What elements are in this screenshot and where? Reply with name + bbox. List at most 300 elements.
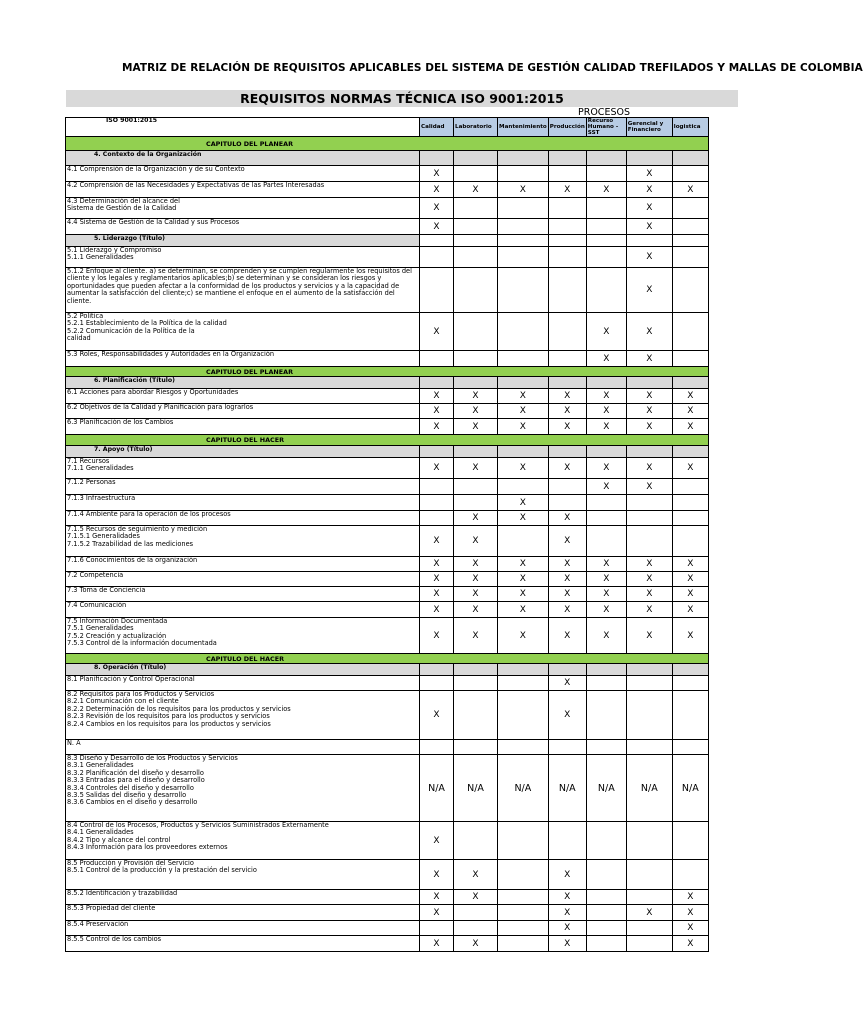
requirement-text: 7.1.4 Ambiente para la operación de los procesos [66, 511, 420, 526]
process-mark-cell: X [454, 389, 498, 404]
chapter-band-row [66, 654, 709, 664]
header-logistica: logistica [672, 118, 708, 137]
section-empty-cell [420, 151, 454, 166]
process-mark-cell [454, 905, 498, 921]
process-mark-cell [548, 740, 586, 755]
process-mark-cell [498, 890, 549, 905]
section-empty-cell [626, 235, 672, 247]
process-mark-cell [454, 479, 498, 495]
requirement-text: 7.2 Competencia [66, 572, 420, 587]
process-mark-cell: X [498, 182, 549, 198]
process-mark-cell: X [420, 860, 454, 890]
process-mark-cell: X [420, 526, 454, 557]
process-mark-cell: X [626, 572, 672, 587]
process-mark-cell [454, 921, 498, 936]
process-mark-cell [454, 351, 498, 367]
process-mark-cell [672, 219, 708, 235]
process-mark-cell [548, 495, 586, 511]
process-mark-cell: X [420, 890, 454, 905]
requirement-text: 6.1 Acciones para abordar Riesgos y Oportunidades [66, 389, 420, 404]
process-mark-cell: X [626, 182, 672, 198]
process-mark-cell: X [586, 458, 626, 479]
process-mark-cell: X [626, 602, 672, 618]
process-mark-cell [586, 740, 626, 755]
process-mark-cell: X [548, 526, 586, 557]
requirement-row [66, 822, 709, 860]
process-mark-cell: X [420, 166, 454, 182]
process-mark-cell: X [498, 458, 549, 479]
section-heading: 7. Apoyo (Título) [66, 446, 420, 458]
process-mark-cell [586, 198, 626, 219]
process-mark-cell: X [586, 404, 626, 419]
process-mark-cell [498, 740, 549, 755]
process-mark-cell [420, 479, 454, 495]
process-mark-cell: X [454, 511, 498, 526]
section-empty-cell [672, 446, 708, 458]
process-mark-cell: X [626, 219, 672, 235]
process-mark-cell: X [548, 389, 586, 404]
header-row [66, 118, 709, 137]
requirement-text: 5.1.2 Enfoque al cliente. a) se determinan, se comprenden y se cumplen regularmente los requisitos del cliente y los legales y reglamentarios aplicables;b) se determinan y se consideran los riesgos y oportunidades que pueden afectar a la conformidad de los productos y servicios y a la capacidad de aumentar la satisfacción del cliente;c) se mantiene el enfoque en el aumento de la satisfacción del cliente. [66, 268, 420, 313]
process-mark-cell: X [498, 419, 549, 435]
process-mark-cell: X [626, 419, 672, 435]
process-mark-cell: X [672, 458, 708, 479]
process-mark-cell: X [420, 587, 454, 602]
chapter-band-label: CAPITULO DEL HACER [66, 435, 709, 446]
process-mark-cell: X [454, 602, 498, 618]
process-mark-cell [420, 921, 454, 936]
requirement-text: 4.4 Sistema de Gestión de la Calidad y sus Procesos [66, 219, 420, 235]
requirement-text: 7.4 Comunicación [66, 602, 420, 618]
section-empty-cell [548, 235, 586, 247]
process-mark-cell [586, 890, 626, 905]
process-mark-cell: X [586, 587, 626, 602]
requirement-row [66, 495, 709, 511]
process-mark-cell: X [548, 458, 586, 479]
process-mark-cell: N/A [548, 755, 586, 822]
requirement-text: 7.1.5 Recursos de seguimiento y medición 7.1.5.1 Generalidades 7.1.5.2 Trazabilidad de las mediciones [66, 526, 420, 557]
process-mark-cell [420, 495, 454, 511]
chapter-band-row [66, 367, 709, 377]
process-mark-cell: X [420, 219, 454, 235]
process-mark-cell: X [420, 419, 454, 435]
process-mark-cell: X [548, 890, 586, 905]
header-mantenimiento: Mantenimiento [498, 118, 549, 137]
process-mark-cell: X [586, 479, 626, 495]
process-mark-cell: N/A [454, 755, 498, 822]
process-mark-cell [454, 740, 498, 755]
section-empty-cell [626, 151, 672, 166]
process-mark-cell: X [626, 313, 672, 351]
process-mark-cell [454, 691, 498, 740]
section-heading-row [66, 235, 709, 247]
requirement-row [66, 755, 709, 822]
requirement-row [66, 740, 709, 755]
process-mark-cell: X [498, 404, 549, 419]
process-mark-cell [454, 198, 498, 219]
process-mark-cell [586, 526, 626, 557]
process-mark-cell [498, 166, 549, 182]
process-mark-cell [420, 268, 454, 313]
process-mark-cell: X [454, 890, 498, 905]
section-heading: 5. Liderazgo (Título) [66, 235, 420, 247]
requirements-matrix [65, 117, 709, 952]
process-mark-cell [672, 495, 708, 511]
process-mark-cell: X [626, 404, 672, 419]
requirement-row [66, 313, 709, 351]
process-mark-cell [454, 822, 498, 860]
process-mark-cell: X [548, 182, 586, 198]
requirement-text: 8.5.2 Identificación y trazabilidad [66, 890, 420, 905]
section-empty-cell [626, 377, 672, 389]
process-mark-cell [420, 740, 454, 755]
process-mark-cell [672, 198, 708, 219]
requirement-row [66, 166, 709, 182]
section-empty-cell [498, 377, 549, 389]
process-mark-cell [548, 313, 586, 351]
process-mark-cell: X [672, 890, 708, 905]
process-mark-cell [586, 936, 626, 952]
process-mark-cell [672, 313, 708, 351]
process-mark-cell: N/A [498, 755, 549, 822]
process-mark-cell [626, 860, 672, 890]
process-mark-cell [586, 905, 626, 921]
chapter-band-row [66, 137, 709, 151]
process-mark-cell: X [672, 557, 708, 572]
section-empty-cell [626, 446, 672, 458]
requirement-row [66, 860, 709, 890]
process-mark-cell [586, 822, 626, 860]
document-title: MATRIZ DE RELACIÓN DE REQUISITOS APLICABLES DEL SISTEMA DE GESTIÓN CALIDAD TREFILADOS Y MALLAS DE COLOMBIA [122, 62, 863, 74]
process-mark-cell [454, 268, 498, 313]
requirement-text: 7.5 Información Documentada 7.5.1 Generalidades 7.5.2 Creación y actualización 7.5.3 Control de la información documentada [66, 618, 420, 654]
header-gerencial: Gerencial y Financiero [626, 118, 672, 137]
process-mark-cell: X [586, 389, 626, 404]
process-mark-cell: N/A [672, 755, 708, 822]
section-empty-cell [454, 446, 498, 458]
process-mark-cell [626, 511, 672, 526]
process-mark-cell [586, 247, 626, 268]
process-mark-cell: X [420, 572, 454, 587]
process-mark-cell: X [626, 247, 672, 268]
process-mark-cell: X [420, 618, 454, 654]
process-mark-cell: X [454, 419, 498, 435]
process-mark-cell: X [454, 182, 498, 198]
process-mark-cell: X [586, 602, 626, 618]
section-empty-cell [498, 446, 549, 458]
process-mark-cell [586, 166, 626, 182]
requirement-row [66, 905, 709, 921]
process-mark-cell [498, 905, 549, 921]
process-mark-cell: X [672, 389, 708, 404]
process-mark-cell: X [548, 691, 586, 740]
process-mark-cell [626, 676, 672, 691]
requirement-text: 7.1.3 Infraestructura [66, 495, 420, 511]
process-mark-cell: X [498, 587, 549, 602]
process-mark-cell: X [586, 557, 626, 572]
process-mark-cell: X [420, 602, 454, 618]
requirement-row [66, 587, 709, 602]
process-mark-cell [672, 691, 708, 740]
process-mark-cell: X [626, 618, 672, 654]
process-mark-cell: X [626, 458, 672, 479]
requirement-row [66, 182, 709, 198]
requirement-row [66, 676, 709, 691]
process-mark-cell: X [420, 458, 454, 479]
process-mark-cell [498, 219, 549, 235]
section-empty-cell [420, 664, 454, 676]
process-mark-cell: X [672, 182, 708, 198]
process-mark-cell: X [548, 587, 586, 602]
section-empty-cell [454, 151, 498, 166]
requirement-text: 4.3 Determinación del alcance del Sistema de Gestión de la Calidad [66, 198, 420, 219]
process-mark-cell [420, 351, 454, 367]
requirement-text: 7.1.6 Conocimientos de la organización [66, 557, 420, 572]
process-mark-cell [672, 351, 708, 367]
process-mark-cell [454, 495, 498, 511]
requirement-row [66, 198, 709, 219]
chapter-band-label: CAPITULO DEL PLANEAR [66, 367, 709, 377]
section-empty-cell [672, 151, 708, 166]
requirement-text: 8.5.4 Preservación [66, 921, 420, 936]
requirement-row [66, 602, 709, 618]
process-mark-cell: X [454, 572, 498, 587]
process-mark-cell: X [672, 404, 708, 419]
section-empty-cell [454, 664, 498, 676]
requirement-text: 8.2 Requisitos para los Productos y Servicios 8.2.1 Comunicación con el cliente 8.2.2 Determinación de los requisitos para los productos y servicios 8.2.3 Revisión de los requisitos para los productos y servicios 8.2.4 Cambios en los requisitos para los productos y servicios [66, 691, 420, 740]
requirement-text: 8.5 Producción y Provisión del Servicio 8.5.1 Control de la producción y la prestación del servicio [66, 860, 420, 890]
process-mark-cell: X [454, 458, 498, 479]
process-mark-cell [498, 479, 549, 495]
process-mark-cell [672, 166, 708, 182]
procesos-label: PROCESOS [578, 107, 630, 118]
process-mark-cell [626, 495, 672, 511]
process-mark-cell: X [548, 676, 586, 691]
requirement-row [66, 268, 709, 313]
requirement-row [66, 458, 709, 479]
requirement-row [66, 557, 709, 572]
process-mark-cell [420, 511, 454, 526]
process-mark-cell [672, 526, 708, 557]
process-mark-cell [672, 740, 708, 755]
section-empty-cell [498, 664, 549, 676]
process-mark-cell [498, 921, 549, 936]
requirement-text: 7.3 Toma de Conciencia [66, 587, 420, 602]
process-mark-cell [672, 822, 708, 860]
process-mark-cell [548, 822, 586, 860]
process-mark-cell [626, 921, 672, 936]
process-mark-cell [586, 691, 626, 740]
process-mark-cell [586, 495, 626, 511]
requirement-row [66, 247, 709, 268]
process-mark-cell: X [420, 936, 454, 952]
requirement-row [66, 526, 709, 557]
process-mark-cell: X [498, 557, 549, 572]
process-mark-cell [586, 860, 626, 890]
requirement-text: 5.1 Liderazgo y Compromiso 5.1.1 Generalidades [66, 247, 420, 268]
process-mark-cell: X [420, 198, 454, 219]
process-mark-cell: X [672, 587, 708, 602]
process-mark-cell: X [672, 419, 708, 435]
requirement-row [66, 618, 709, 654]
process-mark-cell: X [548, 921, 586, 936]
process-mark-cell: X [548, 419, 586, 435]
requirement-text: 5.2 Política 5.2.1 Establecimiento de la Política de la calidad 5.2.2 Comunicación de la Política de la calidad [66, 313, 420, 351]
requirement-row [66, 511, 709, 526]
process-mark-cell: N/A [626, 755, 672, 822]
requirement-text: 7.1.2 Personas [66, 479, 420, 495]
section-empty-cell [420, 235, 454, 247]
process-mark-cell [498, 268, 549, 313]
requirement-text: 4.1 Comprensión de la Organización y de su Contexto [66, 166, 420, 182]
process-mark-cell: X [586, 351, 626, 367]
requirement-text: 5.3 Roles, Responsabilidades y Autoridades en la Organización [66, 351, 420, 367]
requirement-row [66, 419, 709, 435]
requirement-text: 6.2 Objetivos de la Calidad y Planificación para lograrlos [66, 404, 420, 419]
process-mark-cell: X [420, 389, 454, 404]
section-empty-cell [420, 446, 454, 458]
requirement-text: 8.5.5 Control de los cambios [66, 936, 420, 952]
section-empty-cell [672, 235, 708, 247]
process-mark-cell [454, 676, 498, 691]
process-mark-cell: X [672, 921, 708, 936]
process-mark-cell: X [498, 389, 549, 404]
section-empty-cell [586, 664, 626, 676]
process-mark-cell [626, 936, 672, 952]
process-mark-cell: X [454, 557, 498, 572]
process-mark-cell: X [420, 822, 454, 860]
process-mark-cell: X [626, 268, 672, 313]
process-mark-cell [626, 822, 672, 860]
section-empty-cell [586, 235, 626, 247]
process-mark-cell: X [586, 572, 626, 587]
process-mark-cell: X [548, 936, 586, 952]
section-empty-cell [586, 151, 626, 166]
process-mark-cell [548, 351, 586, 367]
process-mark-cell [586, 511, 626, 526]
process-mark-cell: X [454, 860, 498, 890]
process-mark-cell: X [586, 419, 626, 435]
process-mark-cell: X [420, 905, 454, 921]
requirement-text: N. A [66, 740, 420, 755]
process-mark-cell: X [548, 557, 586, 572]
section-heading: 8. Operación (Título) [66, 664, 420, 676]
section-empty-cell [626, 664, 672, 676]
process-mark-cell [626, 526, 672, 557]
requirement-row [66, 572, 709, 587]
process-mark-cell: X [548, 511, 586, 526]
process-mark-cell [586, 219, 626, 235]
requirement-row [66, 890, 709, 905]
process-mark-cell [548, 479, 586, 495]
header-recurso-humano: Recurso Humano - SST [586, 118, 626, 137]
process-mark-cell [498, 691, 549, 740]
process-mark-cell: X [672, 572, 708, 587]
process-mark-cell: X [626, 905, 672, 921]
process-mark-cell [672, 860, 708, 890]
process-mark-cell [454, 247, 498, 268]
process-mark-cell: X [420, 182, 454, 198]
process-mark-cell [672, 479, 708, 495]
section-empty-cell [672, 664, 708, 676]
standard-banner: REQUISITOS NORMAS TÉCNICA ISO 9001:2015 [66, 90, 738, 107]
process-mark-cell [454, 313, 498, 351]
chapter-band-row [66, 435, 709, 446]
process-mark-cell: X [498, 511, 549, 526]
header-iso: ISO 9001:2015 [66, 118, 420, 137]
requirement-row [66, 691, 709, 740]
process-mark-cell [498, 247, 549, 268]
chapter-band-label: CAPITULO DEL HACER [66, 654, 709, 664]
process-mark-cell: X [454, 587, 498, 602]
process-mark-cell: X [548, 618, 586, 654]
process-mark-cell: X [548, 860, 586, 890]
process-mark-cell [498, 822, 549, 860]
process-mark-cell [626, 691, 672, 740]
process-mark-cell: X [672, 936, 708, 952]
requirement-row [66, 936, 709, 952]
process-mark-cell: X [672, 602, 708, 618]
process-mark-cell: X [626, 479, 672, 495]
process-mark-cell: X [586, 618, 626, 654]
process-mark-cell: X [548, 905, 586, 921]
process-mark-cell [498, 860, 549, 890]
process-mark-cell [548, 198, 586, 219]
process-mark-cell: N/A [586, 755, 626, 822]
process-mark-cell: X [672, 905, 708, 921]
process-mark-cell [626, 890, 672, 905]
process-mark-cell [672, 247, 708, 268]
section-empty-cell [586, 446, 626, 458]
process-mark-cell: X [626, 198, 672, 219]
process-mark-cell [498, 526, 549, 557]
process-mark-cell: X [626, 389, 672, 404]
process-mark-cell [586, 921, 626, 936]
process-mark-cell: X [626, 351, 672, 367]
requirement-row [66, 479, 709, 495]
section-empty-cell [548, 446, 586, 458]
process-mark-cell [548, 268, 586, 313]
process-mark-cell: X [548, 602, 586, 618]
process-mark-cell: X [626, 557, 672, 572]
process-mark-cell [586, 268, 626, 313]
section-empty-cell [454, 377, 498, 389]
process-mark-cell [548, 219, 586, 235]
process-mark-cell: X [420, 313, 454, 351]
process-mark-cell [454, 219, 498, 235]
section-empty-cell [586, 377, 626, 389]
section-heading-row [66, 377, 709, 389]
chapter-band-label: CAPITULO DEL PLANEAR [66, 137, 709, 151]
process-mark-cell [454, 166, 498, 182]
header-produccion: Producción [548, 118, 586, 137]
process-mark-cell [420, 676, 454, 691]
requirement-row [66, 351, 709, 367]
process-mark-cell: X [586, 182, 626, 198]
header-laboratorio: Laboratorio [454, 118, 498, 137]
section-heading: 6. Planificación (Título) [66, 377, 420, 389]
process-mark-cell [586, 676, 626, 691]
process-mark-cell: N/A [420, 755, 454, 822]
requirement-text: 7.1 Recursos 7.1.1 Generalidades [66, 458, 420, 479]
process-mark-cell: X [498, 495, 549, 511]
process-mark-cell [498, 198, 549, 219]
process-mark-cell [498, 313, 549, 351]
requirement-row [66, 404, 709, 419]
requirement-text: 8.1 Planificación y Control Operacional [66, 676, 420, 691]
process-mark-cell: X [420, 557, 454, 572]
process-mark-cell: X [548, 572, 586, 587]
